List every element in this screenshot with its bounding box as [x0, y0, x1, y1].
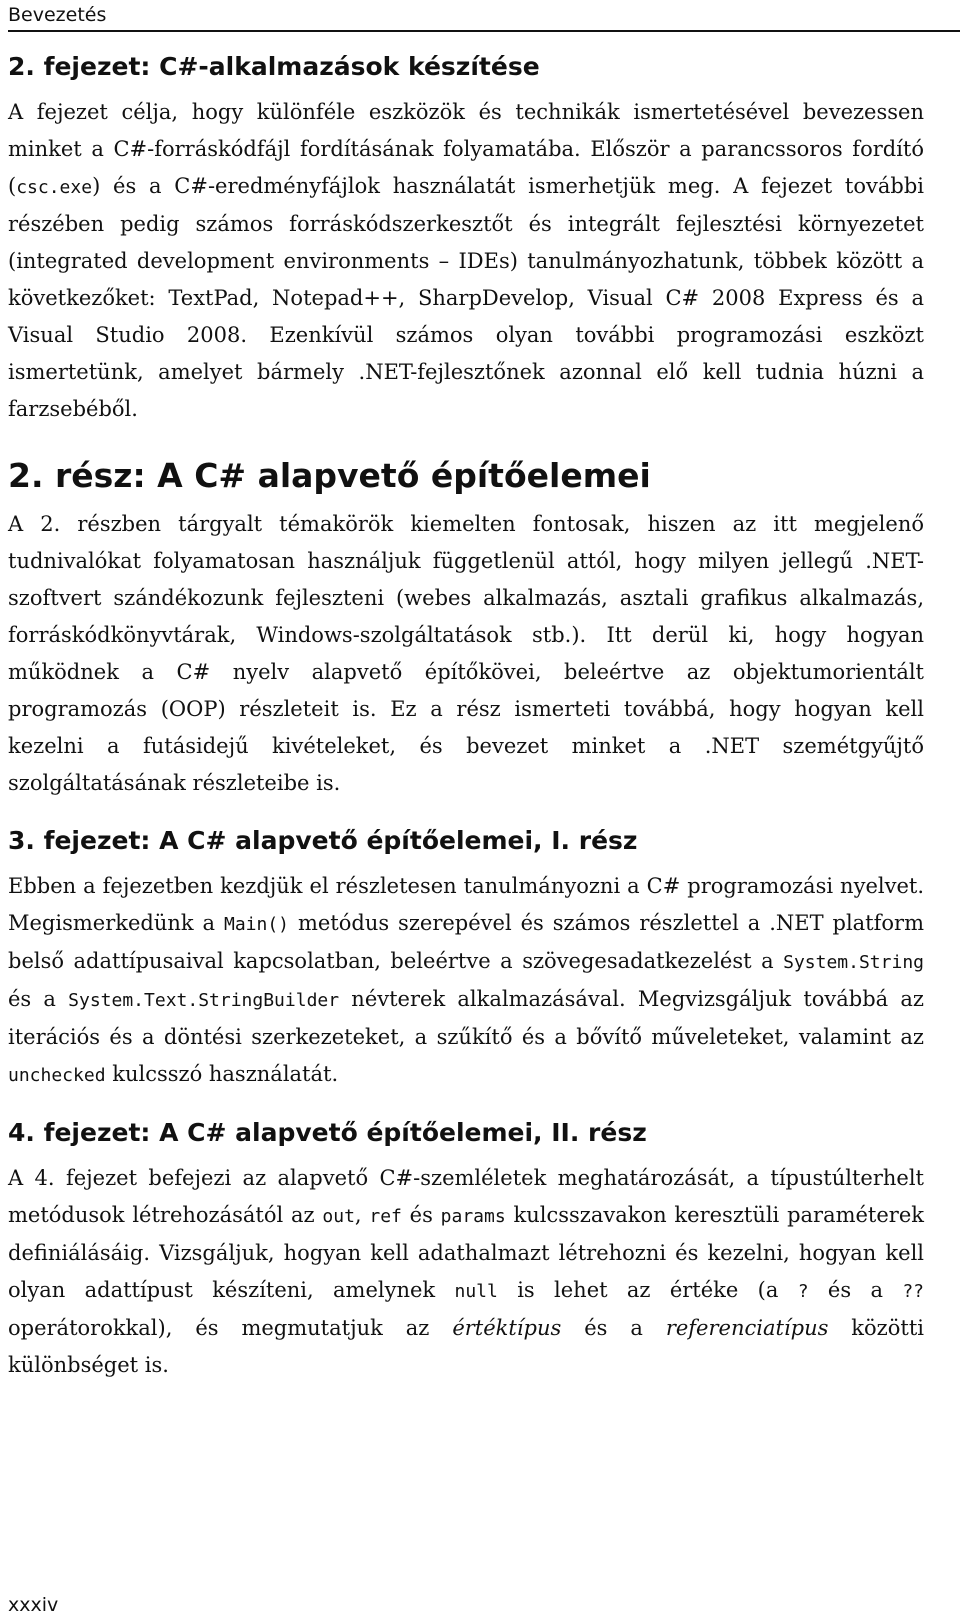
paragraph-text: és a — [561, 1316, 666, 1340]
chapter-3-paragraph — [8, 868, 924, 1094]
inline-code: ref — [369, 1206, 402, 1227]
inline-code: ? — [797, 1281, 809, 1302]
paragraph-text: Ebben a fejezetben kezdjük el részletesen tanulmányozni a C# programozási nyelvet. Megismerkedünk a — [8, 874, 924, 935]
part-2-paragraph — [8, 506, 924, 802]
chapter-3-heading: 3. fejezet: A C# alapvető építőelemei, I. rész — [8, 826, 638, 855]
part-2-heading: 2. rész: A C# alapvető építőelemei — [8, 456, 651, 495]
paragraph-text: operátorokkal), és megmutatjuk az — [8, 1316, 453, 1340]
paragraph-text: A 4. fejezet befejezi az alapvető C#-szemléletek meghatározását, a típustúlterhelt metódusok létrehozásától az — [8, 1166, 924, 1227]
inline-code: System.Text.StringBuilder — [68, 990, 340, 1011]
paragraph-text: , — [354, 1203, 370, 1227]
paragraph-text: metódus szerepével és számos részlettel a .NET platform belső adattípusaival kapcsolatban, beleértve a szövegesadatkezelést a — [8, 911, 924, 973]
inline-code: csc.exe — [16, 177, 93, 198]
paragraph-text: és a — [8, 987, 69, 1011]
inline-code: ?? — [902, 1281, 924, 1302]
running-header: Bevezetés — [8, 2, 960, 32]
paragraph-text: ) és a C#-eredményfájlok használatát ismerhetjük meg. A fejezet további részében pedig számos forráskódszerkesztőt és integrált fejlesztési környezetet (integrated development environments – IDEs) tanulmányozhatunk, többek között a következőket: TextPad, Notepad++, SharpDevelop, Visual C# 2008 Express és a Visual Studio 2008. Ezenkívül számos olyan további programozási eszközt ismertetünk, amelyet bármely .NET-fejlesztőnek azonnal elő kell tudnia húzni a farzsebéből. — [8, 174, 924, 421]
emphasis-text: értéktípus — [452, 1316, 562, 1340]
page-number: xxxiv — [8, 1594, 59, 1616]
inline-code: null — [454, 1281, 498, 1302]
chapter-2-heading: 2. fejezet: C#-alkalmazások készítése — [8, 52, 540, 81]
paragraph-text: kulcsszó használatát. — [105, 1062, 339, 1086]
paragraph-text: A 2. részben tárgyalt témakörök kiemelten fontosak, hiszen az itt megjelenő tudnivalókat folyamatosan használjuk függetlenül attól, hogy milyen jellegű .NET-szoftvert szándékozunk fejleszteni (webes alkalmazás, asztali grafikus alkalmazás, forráskódkönyvtárak, Windows-szolgáltatások stb.). Itt derül ki, hogy hogyan működnek a C# nyelv alapvető építőkövei, beleértve az objektumorientált programozás (OOP) részleteit is. Ez a rész ismerteti továbbá, hogy hogyan kell kezelni a futásidejű kivételeket, és bevezet minket a .NET szemétgyűjtő szolgáltatásának részleteibe is. — [8, 512, 924, 795]
inline-code: Main() — [224, 914, 290, 935]
chapter-4-heading: 4. fejezet: A C# alapvető építőelemei, II. rész — [8, 1118, 647, 1147]
inline-code: System.String — [783, 952, 924, 973]
inline-code: params — [440, 1206, 506, 1227]
paragraph-text: és a — [808, 1278, 903, 1302]
emphasis-text: referenciatípus — [665, 1316, 829, 1340]
chapter-2-paragraph — [8, 94, 924, 428]
paragraph-text: kulcsszavakon keresztüli paraméterek definiálásáig. Vizsgáljuk, hogyan kell adathalmazt létrehozni és kezelni, hogyan kell olyan adattípust készíteni, amelynek — [8, 1203, 924, 1302]
page-content — [8, 50, 924, 1406]
chapter-4-paragraph — [8, 1160, 924, 1384]
paragraph-text: és — [401, 1203, 441, 1227]
paragraph-text: A fejezet célja, hogy különféle eszközök és technikák ismertetésével bevezessen minket a C#-forráskódfájl fordításának folyamatába. Először a parancssoros fordító ( — [8, 100, 924, 198]
paragraph-text: is lehet az értéke (a — [497, 1278, 798, 1302]
inline-code: out — [322, 1206, 355, 1227]
paragraph-text: közötti különbséget is. — [8, 1316, 924, 1377]
inline-code: unchecked — [8, 1065, 106, 1086]
paragraph-text: névterek alkalmazásával. Megvizsgáljuk továbbá az iterációs és a döntési szerkezeteket, a szűkítő és a bővítő műveleteket, valamint az — [8, 987, 925, 1049]
